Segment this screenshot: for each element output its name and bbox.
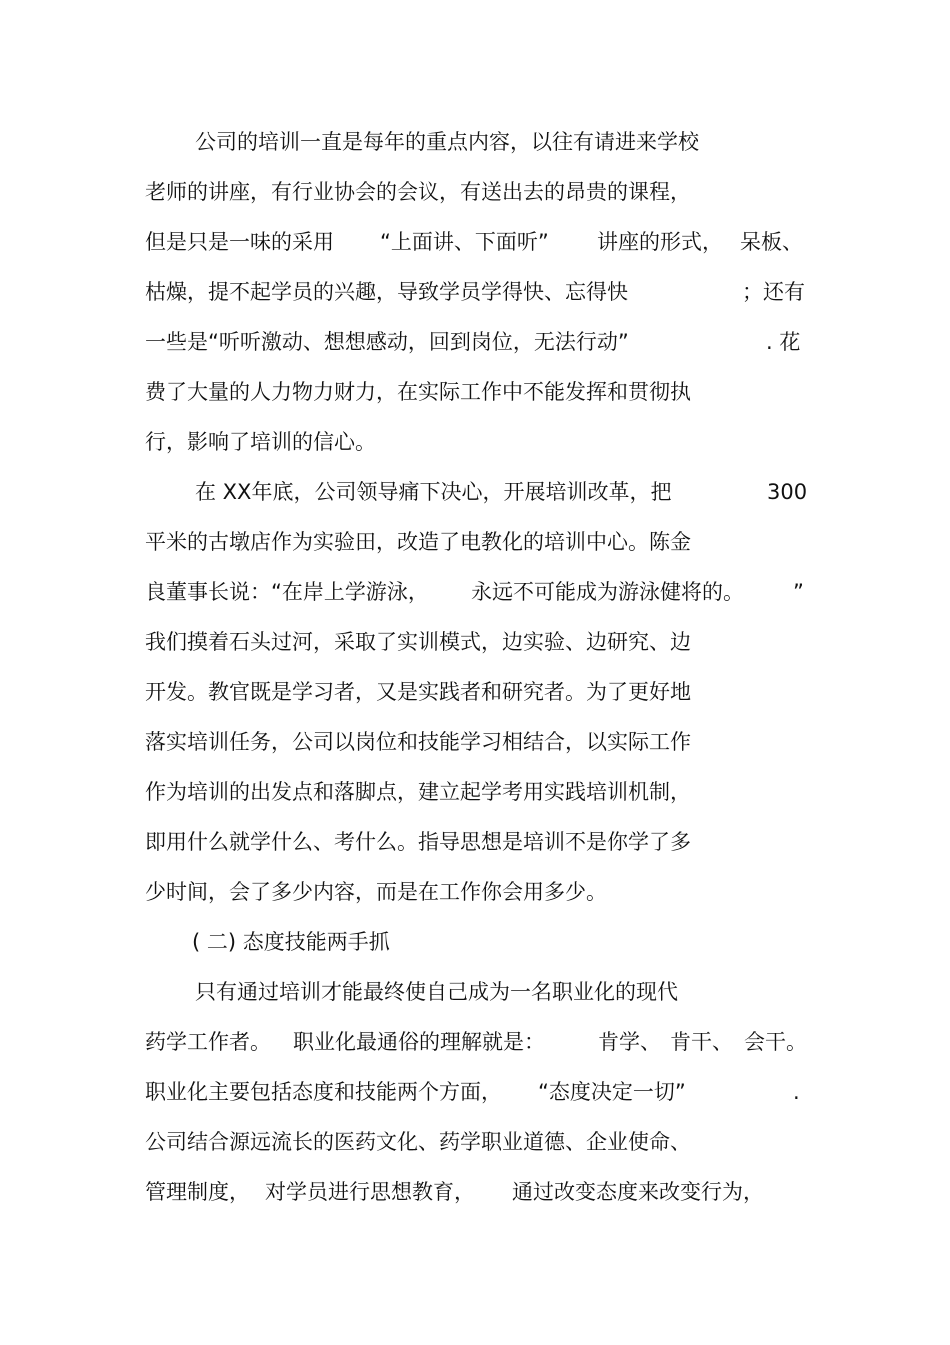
text-segment: “上面讲、下面听” [380,230,549,254]
text-segment: 肯学、 [598,1030,661,1054]
text-segment: 讲座的形式， [597,230,723,254]
text-segment: ” [793,580,804,604]
text-segment: 落实培训任务，公司以岗位和技能学习相结合，以实际工作 [145,730,691,754]
text-segment: ( 二) 态度技能两手抓 [192,930,390,954]
text-segment: 通过改变态度来改变行为， [512,1180,764,1204]
text-segment: 呆板、 [740,230,803,254]
text-segment: 平米的古墩店作为实验田，改造了电教化的培训中心。陈金 [145,530,691,554]
text-segment: 只有通过培训才能最终使自己成为一名职业化的现代 [195,980,678,1004]
text-line [0,1022,950,1062]
text-line [0,772,950,812]
text-line [0,172,950,212]
text-line [0,722,950,762]
text-line [0,472,950,512]
text-segment: “态度决定一切” [538,1080,686,1104]
text-segment: 在 XX年底，公司领导痛下决心，开展培训改革，把 [195,480,672,504]
text-segment: 管理制度， [145,1180,250,1204]
text-line [0,522,950,562]
text-segment: 开发。教官既是学习者，又是实践者和研究者。为了更好地 [145,680,691,704]
text-line [0,272,950,312]
text-segment: 对学员进行思想教育， [265,1180,475,1204]
text-line [0,572,950,612]
text-segment: 行，影响了培训的信心。 [145,430,376,454]
text-line [0,622,950,662]
text-line [0,872,950,912]
text-line [0,122,950,162]
text-segment: 职业化主要包括态度和技能两个方面， [145,1080,502,1104]
text-segment: 作为培训的出发点和落脚点，建立起学考用实践培训机制， [145,780,691,804]
text-line [0,372,950,412]
text-segment: . [793,1080,800,1104]
text-line [0,422,950,462]
text-line [0,1122,950,1162]
text-segment: 公司结合源远流长的医药文化、药学职业道德、企业使命、 [145,1130,691,1154]
text-segment: 药学工作者。 [145,1030,271,1054]
text-line [0,222,950,262]
text-segment: 老师的讲座，有行业协会的会议，有送出去的昂贵的课程， [145,180,691,204]
text-segment: 少时间，会了多少内容，而是在工作你会用多少。 [145,880,607,904]
text-segment: 一些是“听听激动、想想感动，回到岗位，无法行动” [145,330,629,354]
text-line [0,972,950,1012]
text-segment: 300 [767,480,808,504]
text-segment: 良董事长说：“在岸上学游泳， [145,580,429,604]
text-segment: 即用什么就学什么、考什么。指导思想是培训不是你学了多 [145,830,691,854]
text-segment: . 花 [766,330,801,354]
text-segment: 枯燥，提不起学员的兴趣，导致学员学得快、忘得快 [145,280,628,304]
text-line [0,922,950,962]
text-line [0,672,950,712]
text-line [0,1172,950,1212]
text-segment: 职业化最通俗的理解就是： [293,1030,545,1054]
text-segment: 我们摸着石头过河，采取了实训模式，边实验、边研究、边 [145,630,691,654]
text-segment: 费了大量的人力物力财力，在实际工作中不能发挥和贯彻执 [145,380,691,404]
text-line [0,822,950,862]
text-segment: 但是只是一味的采用 [145,230,334,254]
text-segment: ；还有 [742,280,805,304]
text-line [0,1072,950,1112]
text-line [0,322,950,362]
text-segment: 会干。 [744,1030,807,1054]
text-segment: 肯干、 [670,1030,733,1054]
text-segment: 公司的培训一直是每年的重点内容，以往有请进来学校 [195,130,699,154]
text-segment: 永远不可能成为游泳健将的。 [471,580,744,604]
